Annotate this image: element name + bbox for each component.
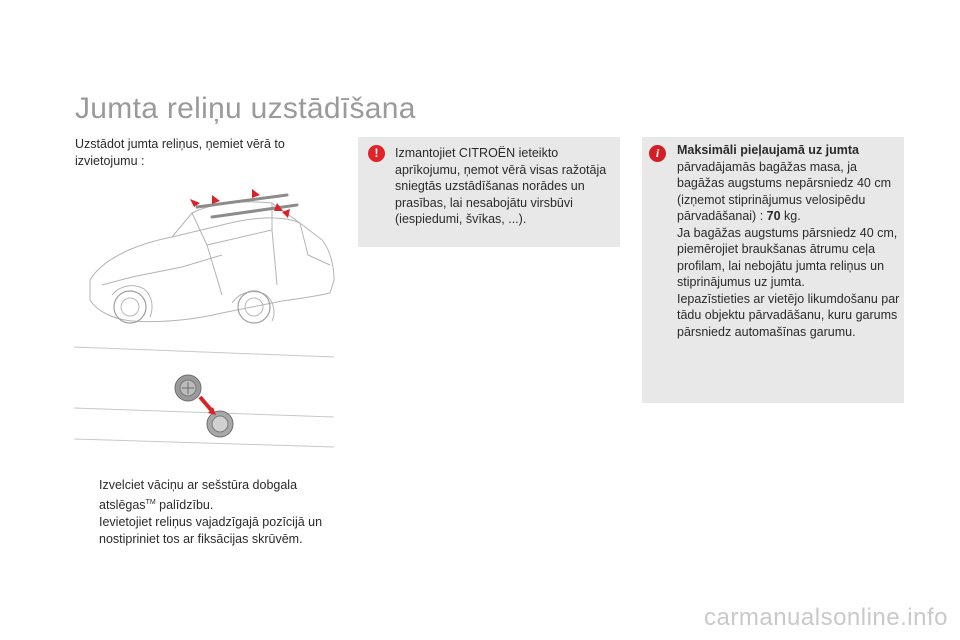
info-icon: i (649, 145, 666, 162)
watermark: carmanualsonline.info (704, 604, 948, 631)
intro-text: Uzstādot jumta reliņus, ņemiet vērā to izvietojumu : (75, 137, 285, 168)
step-item: Izvelciet vāciņu ar sešstūra dobgala atslēgas™ palīdzību. (99, 478, 298, 513)
trademark: TM (145, 499, 156, 506)
instruction-steps (75, 477, 345, 548)
max-load-value: 70 (766, 209, 781, 223)
roof-bars-illustration (72, 185, 340, 455)
warning-text: Izmantojiet CITROËN ieteikto aprīkojumu, ņemot vērā visas ražotāja sniegtās uzstādīšanas norādes un prasības, lai nesabojātu virsbūvi (iespiedumi, švīkas, ...). (395, 146, 607, 226)
exclamation-icon: ! (368, 145, 385, 162)
warning-box (358, 137, 620, 247)
info-text: Maksimāli pieļaujamā uz jumta pārvadājamās bagāžas masa, ja bagāžas augstums nepārsniedz 40 cm (izņemot stiprinājumus velosipēdu pārvadāšanai) : 70 kg. Ja bagāžas augstums pārsniedz 40 cm, piemērojiet braukšanas ātrumu ceļa profilam, lai nebojātu jumta reliņus un stiprinājumus uz jumta. Iepazīstieties ar vietējo likumdošanu par tādu objektu pārvadāšanu, kuru garums pārsniedz automašīnas garumu. (677, 143, 900, 339)
page-title: Jumta reliņu uzstādīšana (75, 92, 416, 125)
info-box (642, 137, 904, 403)
step-item: Ievietojiet reliņus vajadzīgajā pozīcijā un nostipriniet tos ar fiksācijas skrūvēm. (99, 515, 323, 547)
info-heading: Maksimāli pieļaujamā uz jumta (677, 143, 860, 157)
